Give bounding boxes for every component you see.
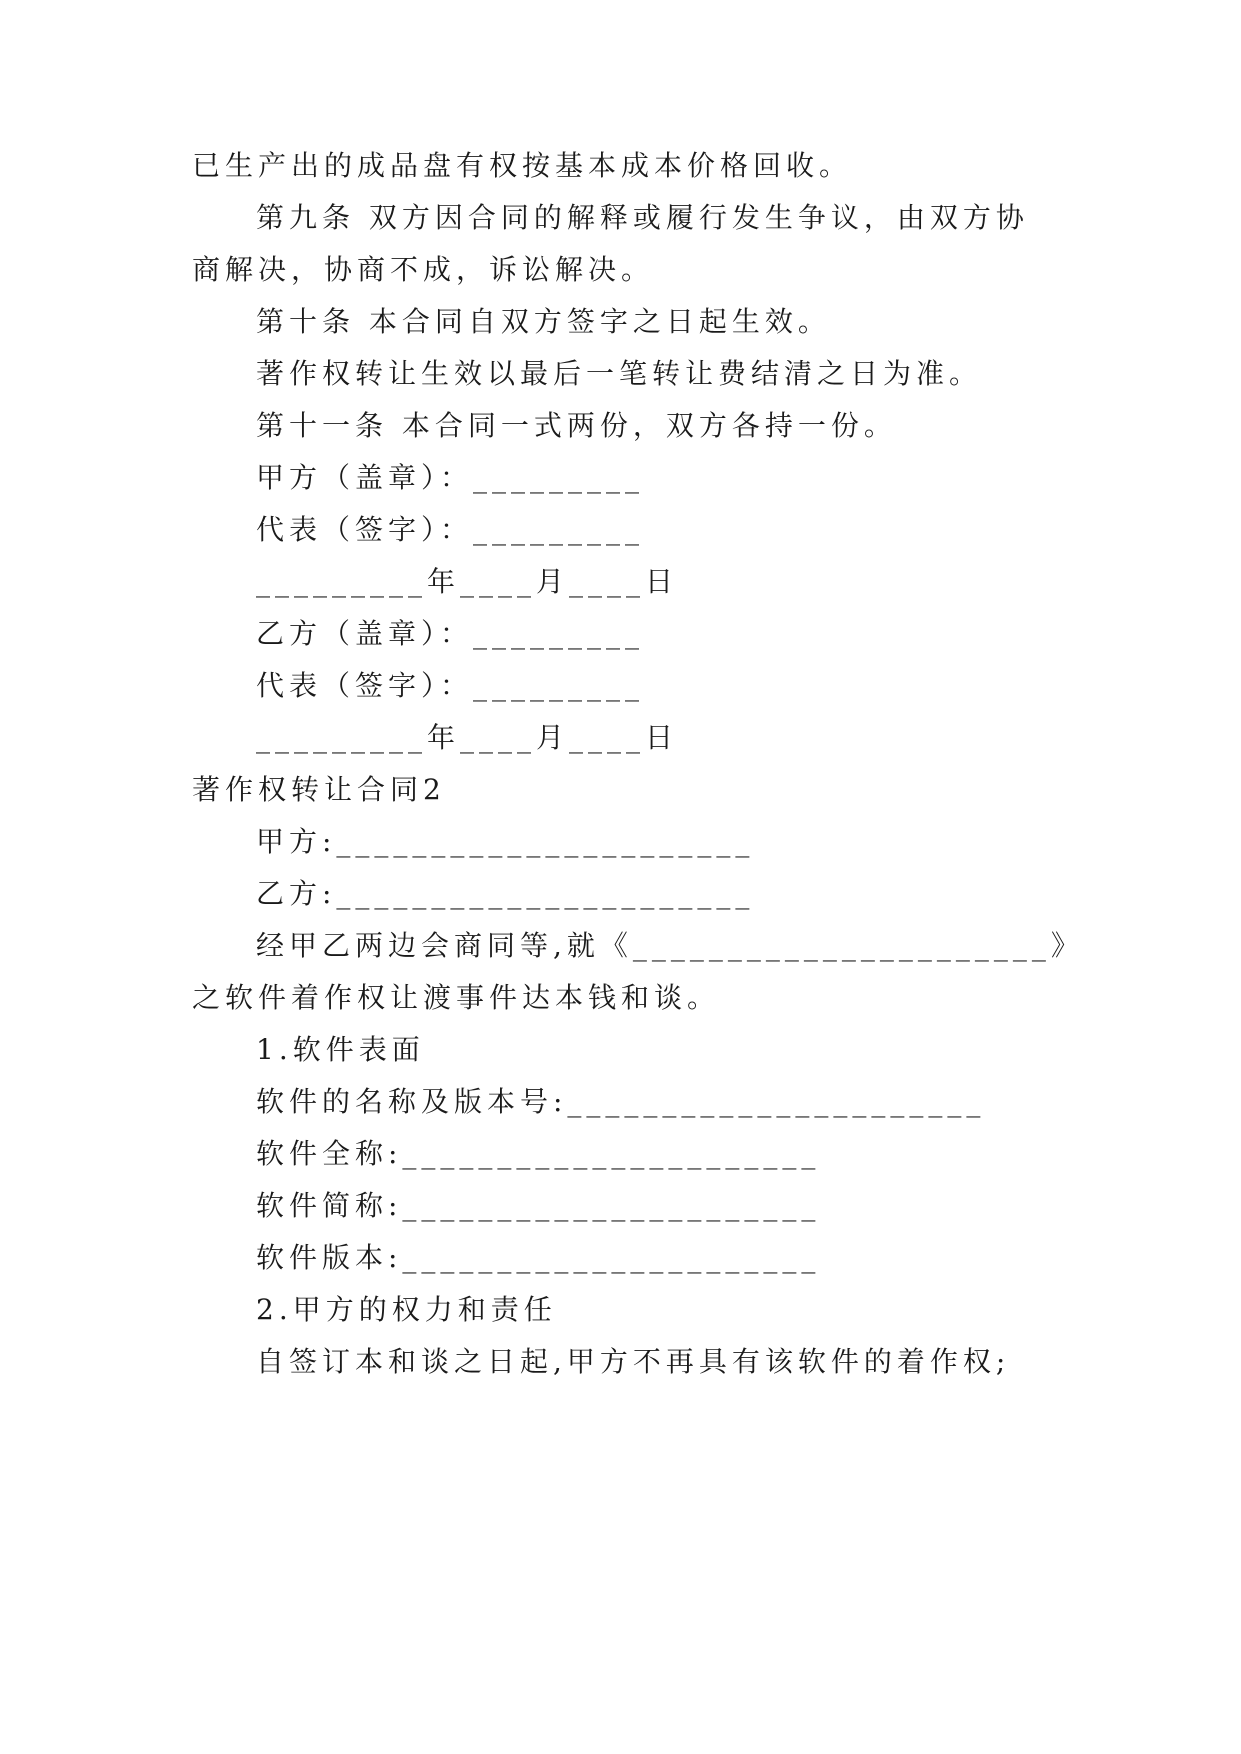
text-line: 商解决，协商不成，诉讼解决。 <box>192 253 655 286</box>
field-line: 软件的名称及版本号:______________________ <box>256 1085 986 1118</box>
clause-heading: 2.甲方的权力和责任 <box>256 1293 557 1326</box>
text-line: 著作权转让生效以最后一笔转让费结清之日为准。 <box>256 357 983 390</box>
date-line: _________年____月____日 <box>256 565 679 598</box>
text-line: 第十一条 本合同一式两份，双方各持一份。 <box>256 409 897 442</box>
signature-line: 代表（签字）：_________ <box>256 669 645 702</box>
field-line: 软件简称:______________________ <box>256 1189 821 1222</box>
text-line: 第十条 本合同自双方签字之日起生效。 <box>256 305 831 338</box>
field-line: 软件全称:______________________ <box>256 1137 821 1170</box>
text-line: 第九条 双方因合同的解释或履行发生争议，由双方协 <box>256 201 1029 234</box>
text-line: 自签订本和谈之日起,甲方不再具有该软件的着作权; <box>256 1345 1011 1378</box>
text-line: 之软件着作权让渡事件达本钱和谈。 <box>192 981 721 1014</box>
field-line: 软件版本:______________________ <box>256 1241 821 1274</box>
signature-line: 甲方（盖章）：_________ <box>256 461 645 494</box>
clause-heading: 1.软件表面 <box>256 1033 425 1066</box>
party-field-line: 乙方:______________________ <box>256 877 755 910</box>
party-field-line: 甲方:______________________ <box>256 825 755 858</box>
text-line: 已生产出的成品盘有权按基本成本价格回收。 <box>192 149 853 182</box>
date-line: _________年____月____日 <box>256 721 679 754</box>
signature-line: 代表（签字）：_________ <box>256 513 645 546</box>
signature-line: 乙方（盖章）：_________ <box>256 617 645 650</box>
text-line: 经甲乙两边会商同等,就《______________________》 <box>256 929 1084 962</box>
section-title: 著作权转让合同2 <box>192 773 446 806</box>
